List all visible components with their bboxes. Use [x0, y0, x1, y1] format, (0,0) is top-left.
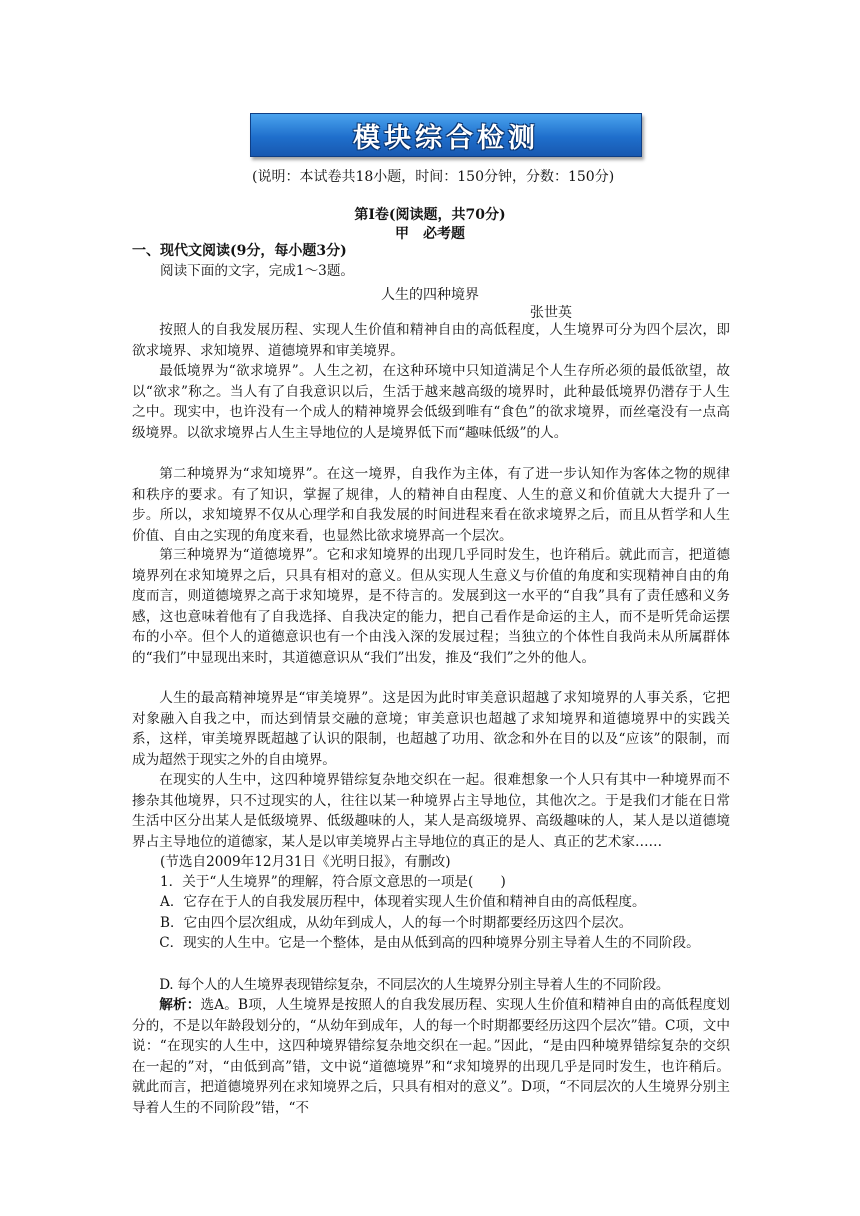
exam-instructions: (说明：本试卷共18小题，时间：150分钟，分数：150分): [252, 169, 615, 185]
part-subtitle: 甲 必考题: [395, 226, 465, 242]
banner-title: 模块综合检测: [353, 122, 539, 154]
part-title: 第Ⅰ卷(阅读题，共70分): [354, 207, 506, 223]
article-author: 张世英: [530, 305, 572, 321]
option-a: A．它存在于人的自我发展历程中，体现着实现人生价值和精神自由的高低程度。: [160, 894, 646, 910]
article-paragraph: 人生的最高精神境界是“审美境界”。这是因为此时审美意识超越了求知境界的人事关系，它把对象融入自我之中，而达到情景交融的意境；审美意识也超越了求知境界和道德境界中的实践关系，这样，审美境界既超越了认识的限制，也超越了功用、欲念和外在目的以及“应该”的限制，而成为超然于现实之外的自由境界。: [132, 690, 730, 768]
title-banner: [250, 113, 642, 157]
option-c: C．现实的人生中。它是一个整体，是由从低到高的四种境界分别主导着人生的不同阶段。: [159, 935, 700, 951]
analysis-label: 解析：: [159, 997, 201, 1013]
analysis-paragraph: [132, 995, 730, 1118]
article-paragraph: 按照人的自我发展历程、实现人生价值和精神自由的高低程度，人生境界可分为四个层次，即欲求境界、求知境界、道德境界和审美境界。: [132, 322, 730, 359]
article-title: 人生的四种境界: [381, 287, 479, 303]
section-heading: 一、现代文阅读(9分，每小题3分): [132, 243, 347, 259]
section-prompt: 阅读下面的文字，完成1～3题。: [160, 263, 355, 279]
article-paragraph: 第三种境界为“道德境界”。它和求知境界的出现几乎同时发生，也许稍后。就此而言，把道德境界列在求知境界之后，只具有相对的意义。但从实现人生意义与价值的角度和实现精神自由的角度而言，则道德境界之高于求知境界，是不待言的。发展到这一水平的“自我”具有了责任感和义务感，这也意味着他有了自我选择、自我决定的能力，把自己看作是命运的主人，而不是听凭命运摆布的小卒。但个人的道德意识也有一个由浅入深的发展过程；当独立的个体性自我尚未从所属群体的“我们”中显现出来时，其道德意识从“我们”出发，推及“我们”之外的他人。: [132, 547, 730, 666]
article-source: (节选自2009年12月31日《光明日报》，有删改): [160, 854, 451, 870]
article-paragraph: 在现实的人生中，这四种境界错综复杂地交织在一起。很难想象一个人只有其中一种境界而不掺杂其他境界，只不过现实的人，往往以某一种境界占主导地位，其他次之。于是我们才能在日常生活中区分出某人是低级境界、低级趣味的人，某人是高级境界、高级趣味的人，某人是以道德境界占主导地位的道德家，某人是以审美境界占主导地位的真正的是人、真正的艺术家……: [132, 772, 730, 850]
article-paragraph: 最低境界为“欲求境界”。人生之初，在这种环境中只知道满足个人生存所必须的最低欲望，故以“欲求”称之。当人有了自我意识以后，生活于越来越高级的境界时，此种最低境界仍潜存于人生之中。现实中，也许没有一个成人的精神境界会低级到唯有“食色”的欲求境界，而丝毫没有一点高级境界。以欲求境界占人生主导地位的人是境界低下而“趣味低级”的人。: [132, 363, 730, 441]
article-paragraph: 第二种境界为“求知境界”。在这一境界，自我作为主体，有了进一步认知作为客体之物的规律和秩序的要求。有了知识，掌握了规律，人的精神自由程度、人生的意义和价值就大大提升了一步。所以，求知境界不仅从心理学和自我发展的时间进程来看在欲求境界之后，而且从哲学和人生价值、自由之实现的角度来看，也显然比欲求境界高一个层次。: [132, 466, 730, 544]
option-b: B．它由四个层次组成，从幼年到成人，人的每一个时期都要经历这四个层次。: [160, 915, 633, 931]
option-d: D. 每个人的人生境界表现错综复杂，不同层次的人生境界分别主导着人生的不同阶段。: [159, 977, 670, 993]
question-stem: 1．关于“人生境界”的理解，符合原文意思的一项是( ): [160, 874, 506, 890]
analysis-text: 选A。B项，人生境界是按照人的自我发展历程、实现人生价值和精神自由的高低程度划分的，不是以年龄段划分的，“从幼年到成年，人的每一个时期都要经历这四个层次”错。C项，文中说：“在现实的人生中，这四种境界错综复杂地交织在一起。”因此，“是由四种境界错综复杂的交织在一起的”对，“由低到高”错，文中说“道德境界”和“求知境界的出现几乎是同时发生，也许稍后。就此而言，把道德境界列在求知境界之后，只具有相对的意义”。D项，“不同层次的人生境界分别主导着人生的不同阶段”错，“不: [132, 997, 731, 1116]
